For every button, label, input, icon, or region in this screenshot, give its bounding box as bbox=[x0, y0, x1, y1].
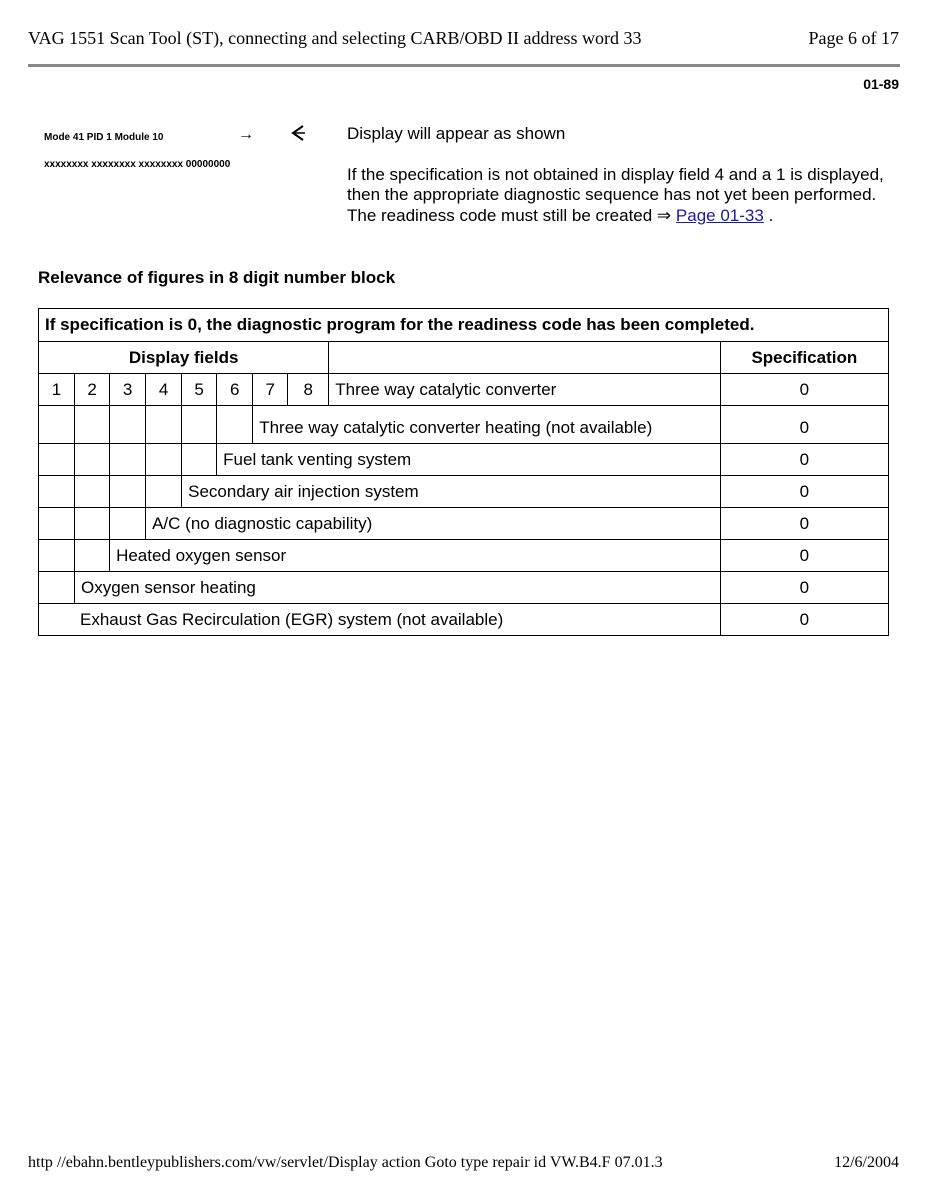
row-label: A/C (no diagnostic capability) bbox=[146, 508, 721, 540]
display-arrow-icon: → bbox=[238, 126, 254, 143]
section-heading: Relevance of figures in 8 digit number block bbox=[38, 268, 396, 287]
row-label: Secondary air injection system bbox=[182, 476, 721, 508]
row-label: Three way catalytic converter heating (not available) bbox=[253, 406, 721, 444]
readiness-note bbox=[347, 165, 892, 227]
row-spec: 0 bbox=[720, 540, 888, 572]
display-shown-text: Display will appear as shown bbox=[347, 124, 566, 143]
row-spec: 0 bbox=[720, 374, 888, 406]
row-spec: 0 bbox=[720, 572, 888, 604]
display-readout-line1: Mode 41 PID 1 Module 10 bbox=[44, 132, 164, 143]
field-number: 3 bbox=[110, 374, 146, 406]
footer-url: http //ebahn.bentleypublishers.com/vw/servlet/Display action Goto type repair id VW.B4.F 07.01.3 bbox=[28, 1154, 663, 1171]
row-label: Heated oxygen sensor bbox=[110, 540, 721, 572]
display-readout-line2: xxxxxxxx xxxxxxxx xxxxxxxx 00000000 bbox=[44, 159, 231, 170]
field-number: 2 bbox=[75, 374, 110, 406]
row-spec: 0 bbox=[720, 476, 888, 508]
page-code: 01-89 bbox=[863, 76, 899, 92]
footer-date: 12/6/2004 bbox=[834, 1154, 899, 1171]
page-link[interactable]: Page 01-33 bbox=[675, 205, 764, 225]
header-title: VAG 1551 Scan Tool (ST), connecting and selecting CARB/OBD II address word 33 bbox=[28, 28, 642, 48]
row-spec: 0 bbox=[720, 406, 888, 444]
row-label: Three way catalytic converter bbox=[329, 374, 720, 406]
field-number: 8 bbox=[288, 374, 329, 406]
page-number: Page 6 of 17 bbox=[808, 28, 899, 48]
specification-header: Specification bbox=[720, 342, 888, 374]
field-number: 1 bbox=[39, 374, 75, 406]
row-label: Exhaust Gas Recirculation (EGR) system (not available) bbox=[39, 604, 721, 636]
readiness-note-text: If the specification is not obtained in display field 4 and a 1 is displayed, then the appropriate diagnostic sequence has not yet been performed. The readiness code must still be created ⇒ bbox=[347, 164, 884, 225]
description bbox=[347, 124, 892, 226]
row-spec: 0 bbox=[720, 444, 888, 476]
field-number: 4 bbox=[146, 374, 182, 406]
row-label: Fuel tank venting system bbox=[217, 444, 721, 476]
header-divider bbox=[28, 64, 900, 67]
table-banner: If specification is 0, the diagnostic program for the readiness code has been completed. bbox=[39, 309, 889, 342]
display-fields-header: Display fields bbox=[39, 342, 329, 374]
field-number: 7 bbox=[253, 374, 288, 406]
pointer-marker-icon bbox=[290, 124, 308, 142]
row-spec: 0 bbox=[720, 508, 888, 540]
row-label: Oxygen sensor heating bbox=[75, 572, 721, 604]
field-number: 6 bbox=[217, 374, 253, 406]
row-spec: 0 bbox=[720, 604, 888, 636]
readiness-table bbox=[38, 308, 889, 636]
blank-header-cell bbox=[329, 342, 720, 374]
field-number: 5 bbox=[182, 374, 217, 406]
link-suffix: . bbox=[768, 205, 774, 225]
